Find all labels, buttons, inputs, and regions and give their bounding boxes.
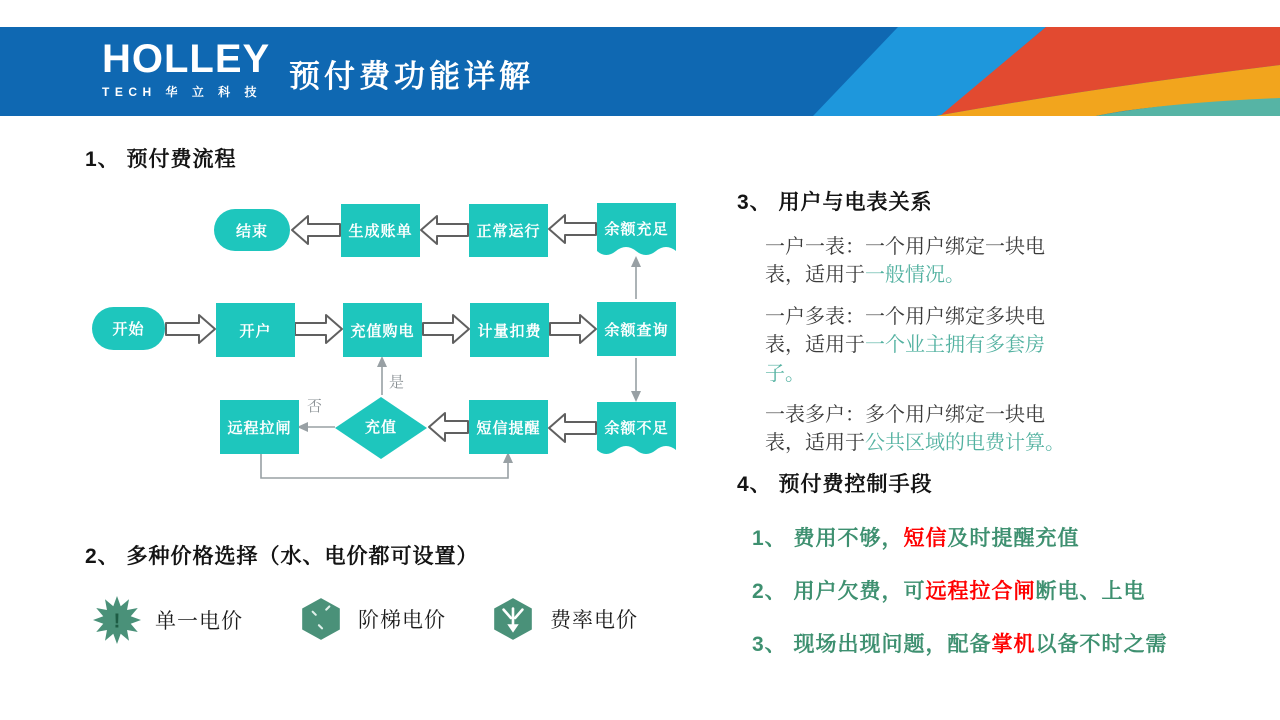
branch-label-yes: 是 bbox=[389, 374, 405, 391]
flow-node-open bbox=[216, 303, 295, 357]
pricing-item-rate bbox=[490, 596, 638, 642]
flow-node-label: 余额不足 bbox=[604, 419, 669, 437]
control-item-red-text: 掌机 bbox=[991, 633, 1036, 656]
control-item-red-text: 短信 bbox=[903, 527, 948, 550]
block-arrow-right-icon bbox=[423, 315, 469, 343]
relation-paragraph bbox=[765, 401, 1077, 458]
flow-node-label: 生成账单 bbox=[348, 223, 413, 240]
control-item bbox=[752, 522, 1168, 552]
flow-node-label: 开户 bbox=[239, 322, 272, 340]
flow-node-label: 计量扣费 bbox=[477, 322, 542, 340]
section-heading-flow: 1、 预付费流程 bbox=[85, 148, 237, 171]
control-item-text: 3、 现场出现问题，配备 bbox=[752, 633, 992, 656]
slide-title: 预付费功能详解 bbox=[289, 59, 534, 94]
relation-paragraphs bbox=[765, 233, 1077, 471]
holley-logo-subtext: TECH 华 立 科 技 bbox=[102, 85, 263, 99]
flow-node-start bbox=[92, 307, 165, 350]
paragraph-highlight: 一个业主拥有多套房子。 bbox=[765, 334, 1045, 385]
flow-node-purchase bbox=[343, 303, 422, 357]
control-item-text: 1、 费用不够， bbox=[752, 527, 904, 550]
holley-logo-text: HOLLEY bbox=[102, 37, 271, 81]
branch-label-no: 否 bbox=[307, 398, 323, 415]
flow-node-label: 余额充足 bbox=[604, 220, 669, 238]
block-arrow-left-icon bbox=[549, 414, 596, 442]
flow-node-label: 结束 bbox=[235, 222, 268, 240]
section-heading-control: 4、 预付费控制手段 bbox=[737, 473, 933, 496]
header-band bbox=[0, 27, 1280, 116]
control-item bbox=[752, 575, 1168, 605]
relation-paragraph bbox=[765, 233, 1077, 290]
pricing-item-single bbox=[93, 596, 243, 644]
pricing-item-label: 费率电价 bbox=[550, 609, 638, 632]
flow-node-label: 充值购电 bbox=[350, 322, 415, 340]
block-arrow-left-icon bbox=[549, 215, 596, 243]
flow-node-end bbox=[214, 209, 290, 251]
paragraph-text: 一户多表：一个用户绑定多块电表，适用于 bbox=[765, 305, 1045, 357]
thin-arrowhead-up-icon bbox=[377, 356, 387, 367]
flow-node-sms bbox=[469, 400, 548, 454]
flow-node-run bbox=[469, 204, 548, 257]
svg-text:!: ! bbox=[113, 609, 121, 633]
block-arrow-left-icon bbox=[429, 413, 468, 441]
flow-node-label: 正常运行 bbox=[476, 223, 541, 240]
pricing-item-tiered bbox=[298, 596, 446, 642]
paragraph-highlight: 公共区域的电费计算。 bbox=[865, 432, 1065, 455]
block-arrow-right-icon bbox=[166, 315, 215, 343]
flow-node-query bbox=[597, 302, 676, 356]
control-item bbox=[752, 628, 1168, 658]
paragraph-highlight: 一般情况。 bbox=[865, 264, 965, 287]
paragraph-text: 一表多户：多个用户绑定一块电表，适用于 bbox=[765, 403, 1045, 455]
control-item-red-text: 远程拉合闸 bbox=[925, 580, 1036, 603]
hexagon-arrow-icon bbox=[490, 596, 536, 642]
paragraph-text: 一户一表：一个用户绑定一块电表，适用于 bbox=[765, 236, 1045, 287]
flow-node-insufficient bbox=[597, 402, 676, 460]
holley-logo bbox=[102, 39, 270, 100]
flow-node-label: 开始 bbox=[112, 321, 145, 338]
flow-node-label: 短信提醒 bbox=[476, 419, 541, 437]
flow-node-label: 远程拉闸 bbox=[227, 419, 292, 437]
pricing-item-label: 单一电价 bbox=[155, 610, 243, 633]
pricing-item-label: 阶梯电价 bbox=[358, 609, 446, 632]
relation-paragraph bbox=[765, 303, 1077, 388]
control-item-text: 断电、上电 bbox=[1035, 580, 1146, 603]
section-heading-pricing: 2、 多种价格选择（水、电价都可设置） bbox=[85, 545, 479, 568]
flow-node-bill bbox=[341, 204, 420, 257]
prepaid-flowchart bbox=[85, 195, 705, 495]
flow-node-deduct bbox=[470, 303, 549, 357]
block-arrow-left-icon bbox=[421, 216, 468, 244]
block-arrow-right-icon bbox=[550, 315, 596, 343]
control-item-text: 以备不时之需 bbox=[1035, 633, 1168, 656]
burst-star-icon bbox=[93, 596, 141, 644]
flow-node-trip bbox=[220, 400, 299, 454]
block-arrow-right-icon bbox=[295, 315, 342, 343]
thin-arrowhead-down-icon bbox=[631, 391, 641, 402]
flow-node-sufficient bbox=[597, 203, 676, 261]
flow-node-label: 余额查询 bbox=[604, 321, 669, 339]
control-item-text: 及时提醒充值 bbox=[947, 527, 1080, 550]
control-list bbox=[752, 522, 1168, 681]
block-arrow-left-icon bbox=[292, 216, 340, 244]
section-heading-relation: 3、 用户与电表关系 bbox=[737, 191, 933, 214]
hexagon-icon bbox=[298, 596, 344, 642]
flow-node-recharge: 充值 bbox=[364, 419, 397, 436]
control-item-text: 2、 用户欠费，可 bbox=[752, 580, 926, 603]
